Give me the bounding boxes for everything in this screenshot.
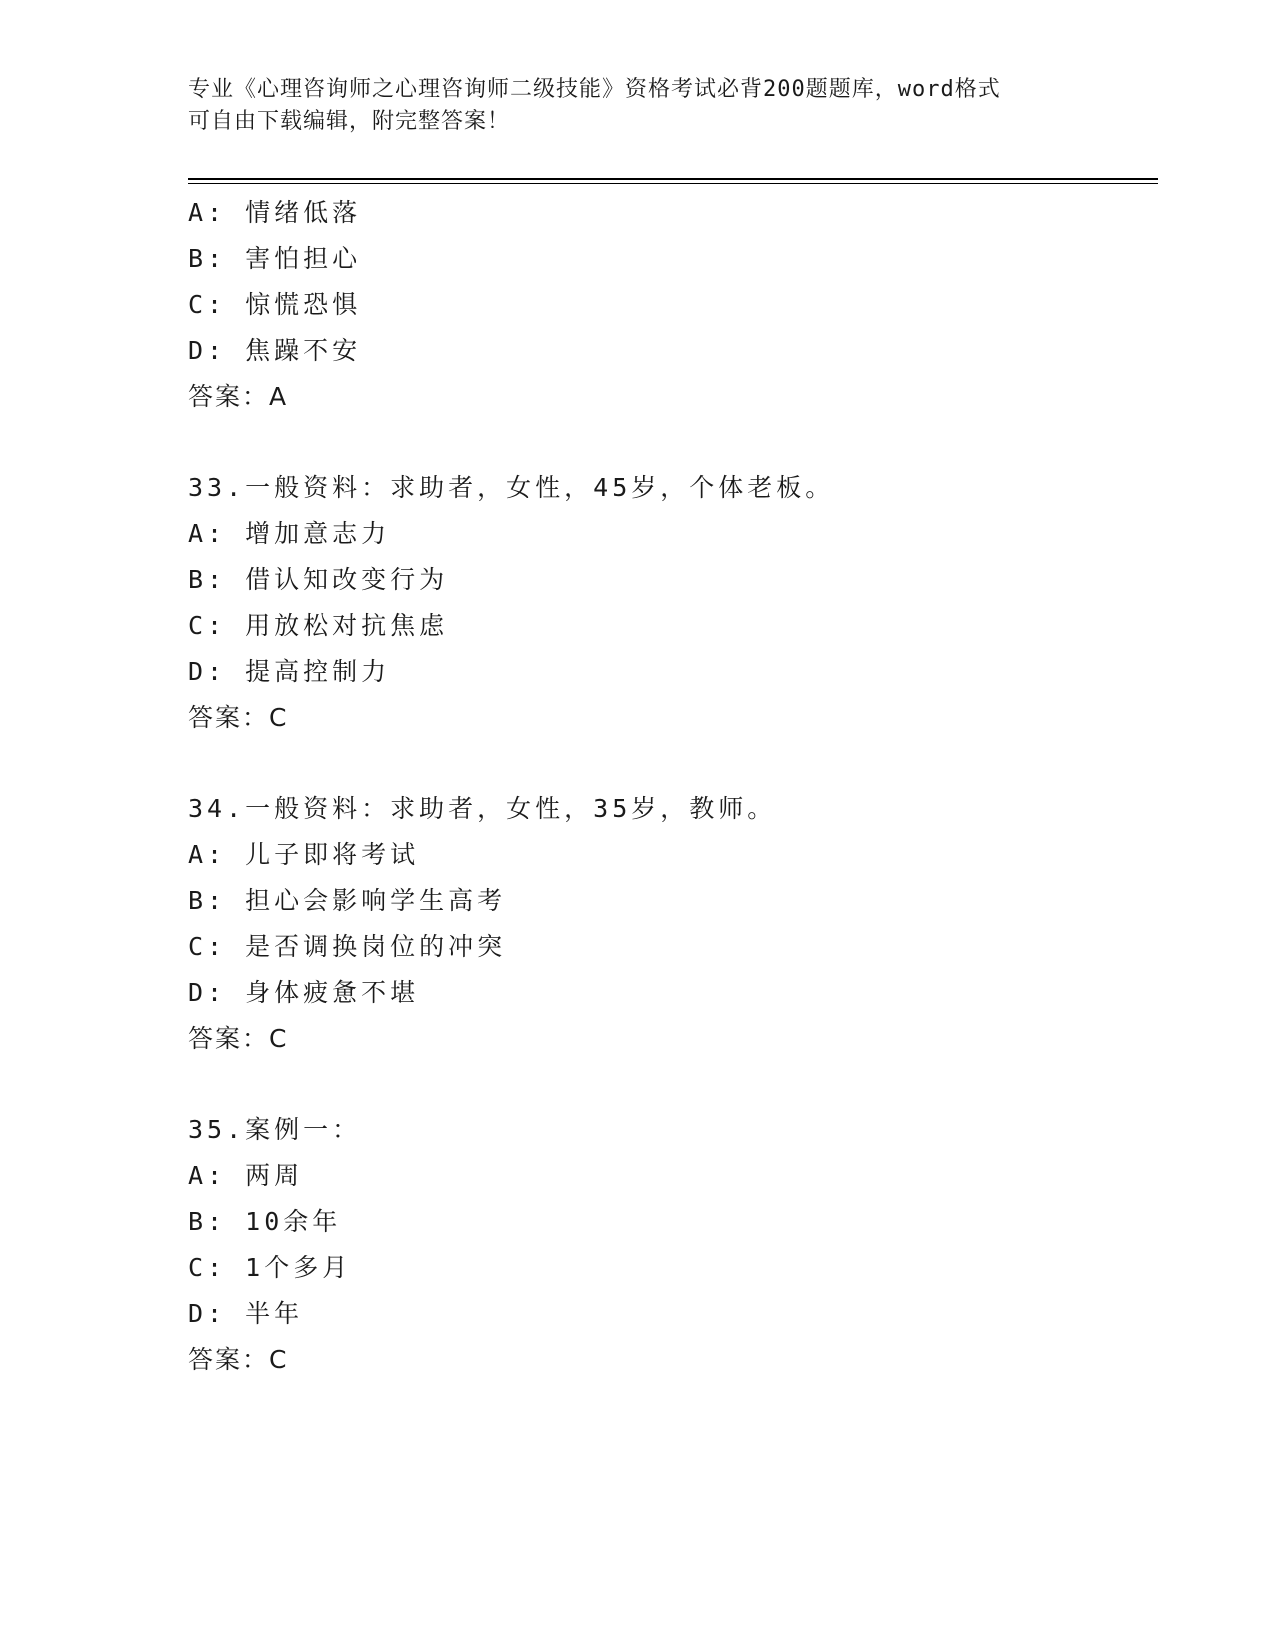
question-stem: 33.一般资料：求助者，女性，45岁，个体老板。 (188, 473, 835, 502)
answer-line: 答案：A (188, 382, 289, 411)
block-spacer (188, 420, 1158, 465)
question-block-33 (188, 465, 1158, 741)
answer-line: 答案：C (188, 1024, 289, 1053)
answer-line: 答案：C (188, 1345, 289, 1374)
question-block-35 (188, 1107, 1158, 1383)
header-line-1: 专业《心理咨询师之心理咨询师二级技能》资格考试必背200题题库，word格式 (188, 77, 1001, 102)
option-c: C: 惊慌恐惧 (188, 290, 362, 319)
option-a: A: 增加意志力 (188, 519, 391, 548)
document-header (188, 74, 1078, 138)
option-c: C: 是否调换岗位的冲突 (188, 932, 507, 961)
block-spacer (188, 741, 1158, 786)
option-b: B: 害怕担心 (188, 244, 362, 273)
question-block-continued (188, 190, 1158, 420)
header-line-2: 可自由下载编辑，附完整答案！ (188, 109, 511, 134)
option-b: B: 借认知改变行为 (188, 565, 449, 594)
option-d: D: 半年 (188, 1299, 304, 1328)
option-a: A: 两周 (188, 1161, 304, 1190)
option-c: C: 1个多月 (188, 1253, 352, 1282)
option-a: A: 儿子即将考试 (188, 840, 420, 869)
header-divider-thin (188, 183, 1158, 184)
question-block-34 (188, 786, 1158, 1062)
option-c: C: 用放松对抗焦虑 (188, 611, 449, 640)
question-stem: 35.案例一： (188, 1115, 362, 1144)
answer-line: 答案：C (188, 703, 289, 732)
option-b: B: 担心会影响学生高考 (188, 886, 507, 915)
option-b: B: 10余年 (188, 1207, 342, 1236)
option-d: D: 身体疲惫不堪 (188, 978, 420, 1007)
question-stem: 34.一般资料：求助者，女性，35岁，教师。 (188, 794, 777, 823)
option-a: A: 情绪低落 (188, 198, 362, 227)
question-list (188, 190, 1158, 1383)
block-spacer (188, 1062, 1158, 1107)
option-d: D: 焦躁不安 (188, 336, 362, 365)
option-d: D: 提高控制力 (188, 657, 391, 686)
header-divider-thick (188, 178, 1158, 180)
